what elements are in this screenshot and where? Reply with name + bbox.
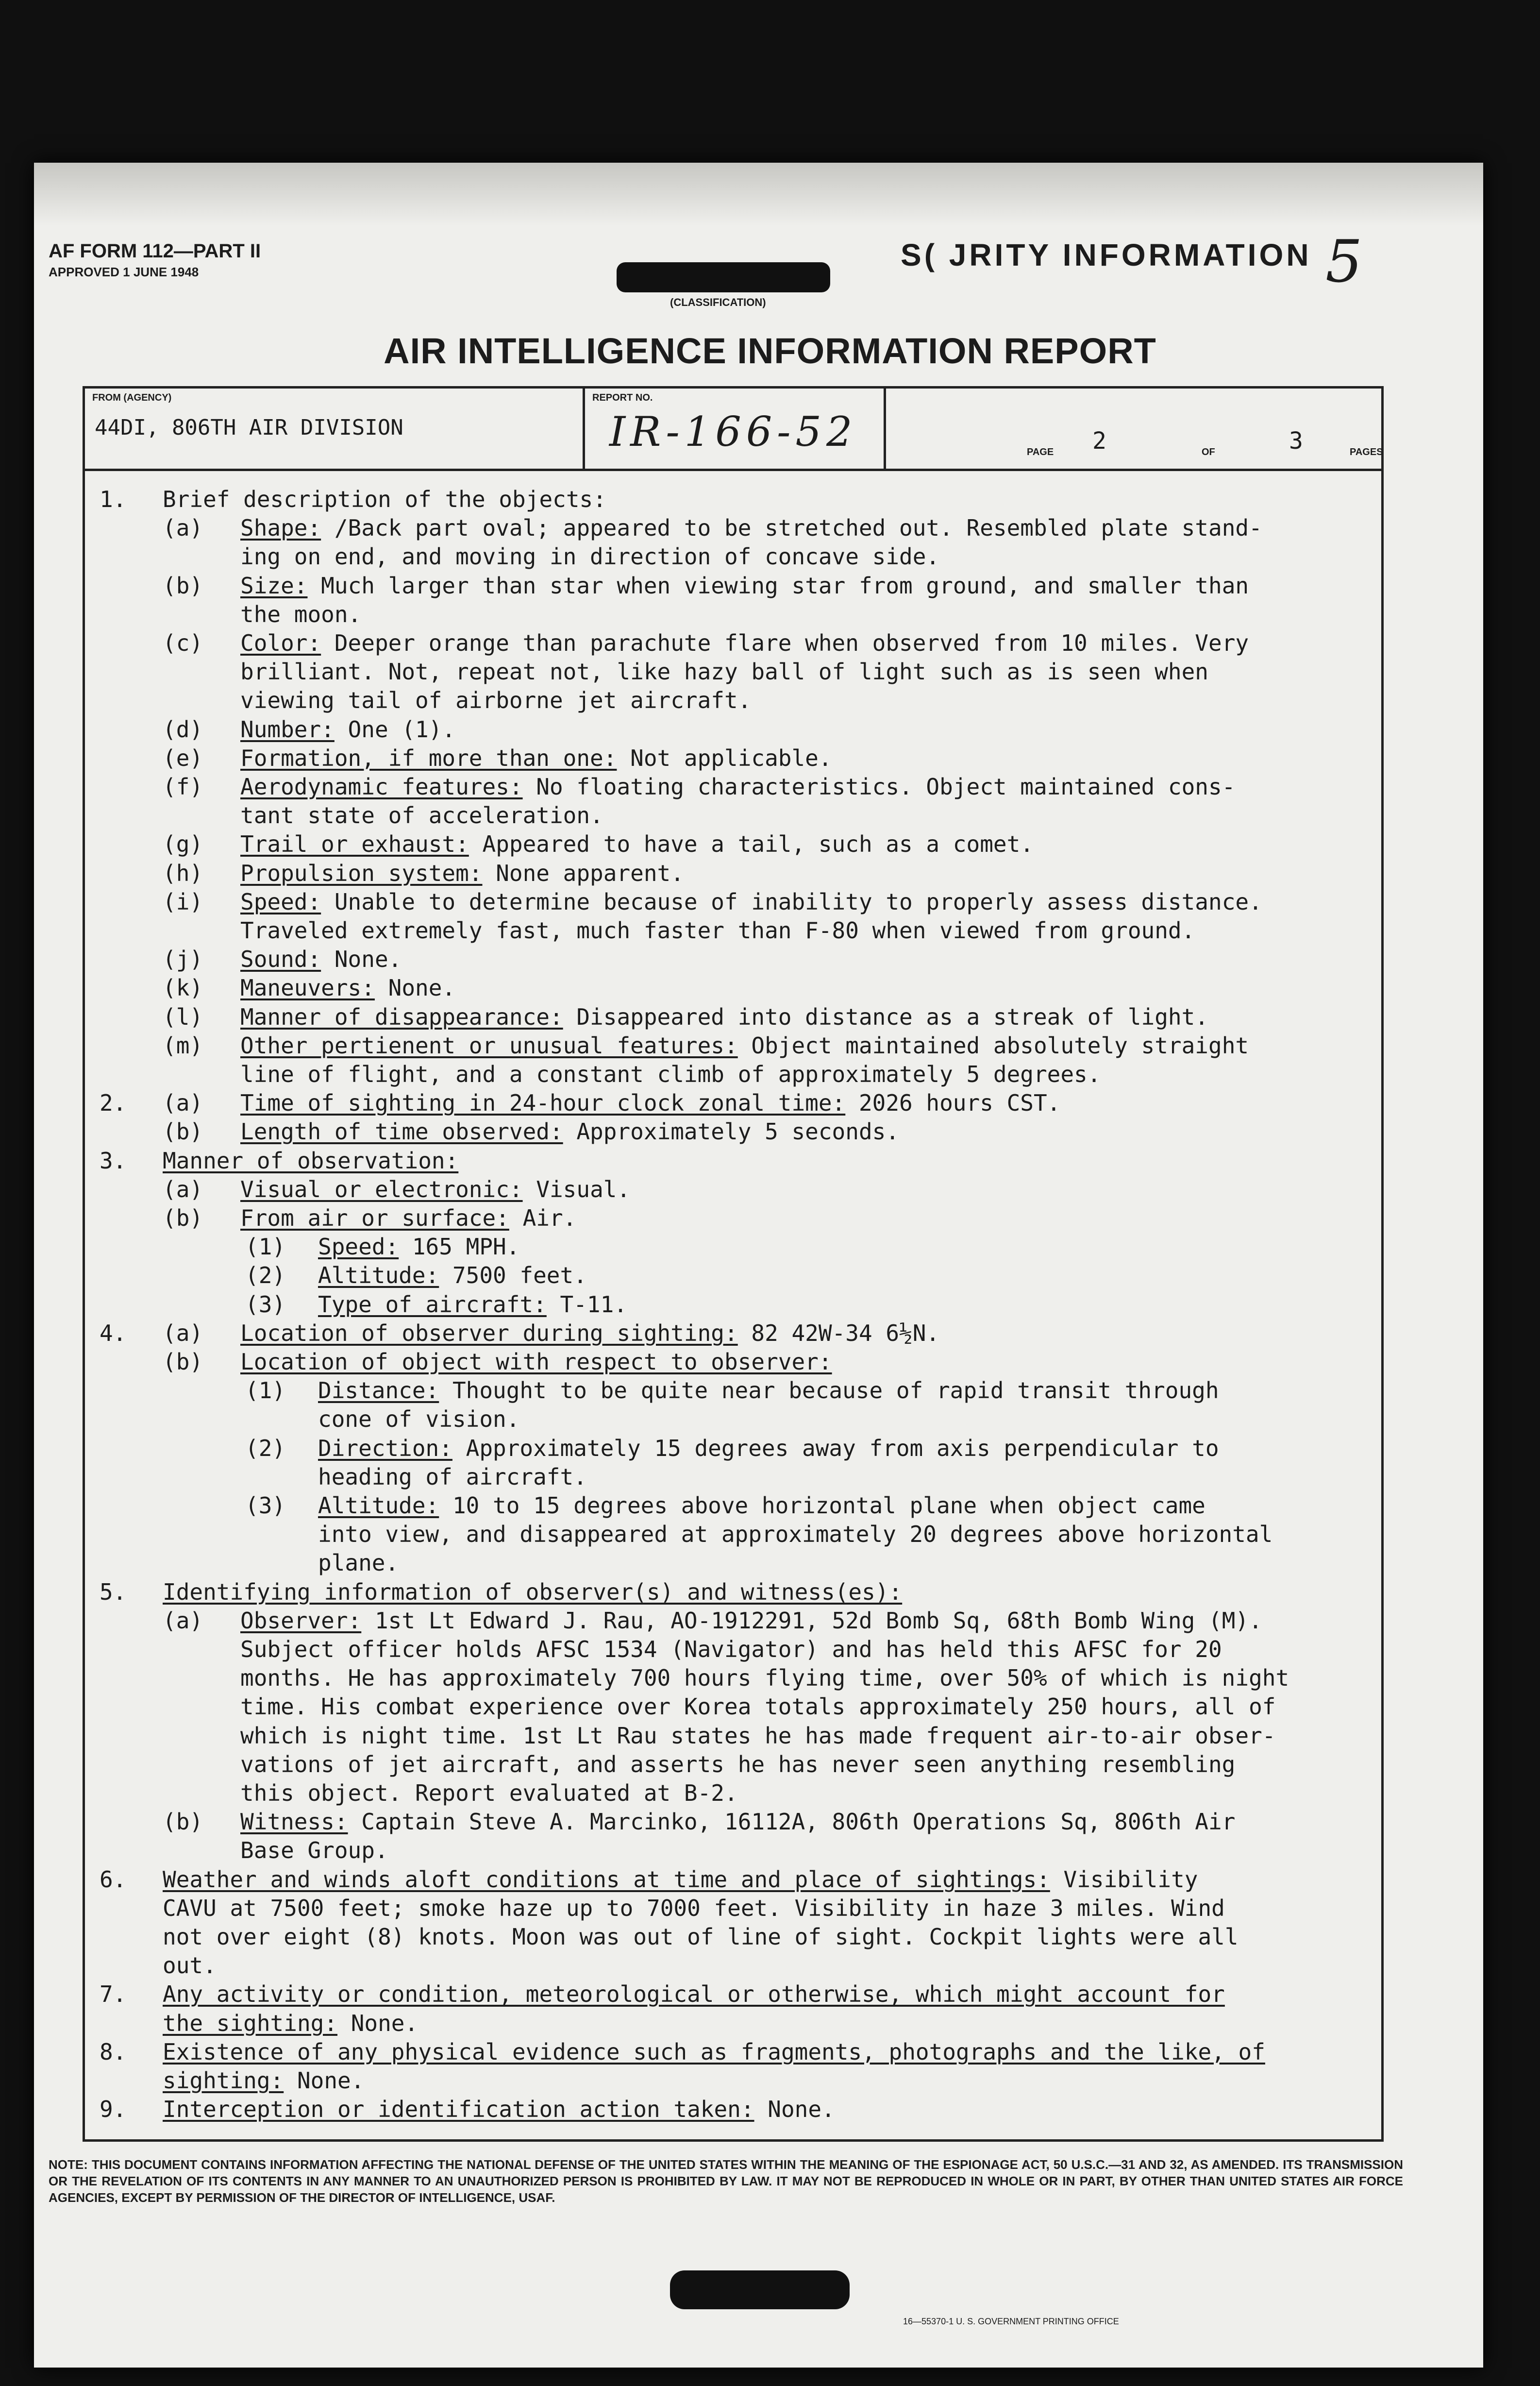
report-header-table [83, 386, 1384, 471]
sub-item-number: (2) [245, 1262, 286, 1289]
page-label: PAGE [1027, 447, 1054, 457]
field-heading: Size: [240, 572, 308, 599]
item-letter: (j) [163, 946, 203, 973]
line-content [240, 888, 1262, 915]
field-text: cone of vision. [318, 1406, 520, 1433]
report-number-label: REPORT NO. [592, 392, 653, 403]
pages-cell [886, 389, 1386, 469]
field-text: Approximately 5 seconds. [563, 1118, 900, 1145]
line-content [240, 1779, 738, 1807]
line-content [240, 860, 684, 887]
line-content [318, 1521, 1272, 1548]
field-text: Subject officer holds AFSC 1534 (Navigator) and has held this AFSC for 20 [240, 1636, 1222, 1662]
field-text: plane. [318, 1550, 399, 1576]
line-content [240, 687, 751, 714]
field-heading: Maneuvers: [240, 975, 375, 1001]
field-heading: Propulsion system: [240, 860, 483, 886]
field-text: None. [321, 946, 402, 973]
field-heading: the sighting: [163, 2010, 338, 2036]
line-content [318, 1463, 587, 1490]
field-text: CAVU at 7500 feet; smoke haze up to 7000 feet. Visibility in haze 3 miles. Wind [163, 1895, 1225, 1921]
report-title: AIR INTELLIGENCE INFORMATION REPORT [384, 331, 1156, 371]
field-heading: Type of aircraft: [318, 1291, 547, 1318]
line-content [240, 830, 1034, 858]
section-number: 2. [100, 1090, 127, 1117]
item-letter: (e) [163, 745, 203, 771]
line-content [318, 1233, 519, 1260]
section-number: 9. [100, 2096, 127, 2123]
section-number: 1. [100, 486, 127, 512]
line-content [318, 1377, 1219, 1404]
line-content [240, 1089, 1060, 1117]
line-content [240, 601, 361, 628]
field-text: Not applicable. [617, 745, 832, 771]
line-content [163, 1980, 1225, 2008]
line-content [163, 2010, 418, 2037]
line-content [163, 1923, 1239, 1950]
line-content [240, 543, 939, 570]
field-text: None. [374, 975, 456, 1001]
line-content [318, 1405, 519, 1433]
field-text: 10 to 15 degrees above horizontal plane when object came [439, 1492, 1205, 1519]
field-heading: Weather and winds aloft conditions at time and place of sightings: [163, 1866, 1050, 1893]
line-content [240, 1664, 1289, 1692]
line-content [240, 974, 455, 1001]
field-heading: Witness: [240, 1809, 348, 1835]
line-content [163, 1578, 902, 1606]
field-text: Deeper orange than parachute flare when observed from 10 miles. Very [321, 630, 1249, 656]
field-heading: Aerodynamic features: [240, 774, 523, 800]
line-content [240, 1607, 1262, 1634]
field-text: months. He has approximately 700 hours flying time, over 50% of which is night [240, 1665, 1289, 1692]
form-number: AF FORM 112—PART II [49, 240, 261, 262]
item-letter: (g) [163, 831, 203, 858]
line-content [163, 2038, 1265, 2065]
sub-item-number: (3) [245, 1492, 286, 1519]
field-text: line of flight, and a constant climb of approximately 5 degrees. [240, 1061, 1101, 1087]
line-content [163, 2067, 364, 2094]
field-text: the moon. [240, 601, 362, 627]
field-heading: Trail or exhaust: [240, 831, 469, 858]
line-content [318, 1549, 399, 1576]
field-heading: Speed: [240, 888, 321, 915]
report-number-cell [585, 389, 886, 469]
item-letter: (b) [163, 1205, 203, 1231]
field-text: Base Group. [240, 1837, 388, 1864]
redaction-bar-bottom [670, 2270, 850, 2309]
item-letter: (k) [163, 975, 203, 1001]
classification-label: (CLASSIFICATION) [670, 296, 766, 308]
field-text: into view, and disappeared at approximately 20 degrees above horizontal [318, 1521, 1273, 1548]
line-content [240, 1693, 1275, 1720]
field-text: 1st Lt Edward J. Rau, AO-1912291, 52d Bomb Sq, 68th Bomb Wing (M). [361, 1607, 1262, 1634]
field-text: tant state of acceleration. [240, 802, 603, 829]
field-text: None. [284, 2067, 365, 2094]
line-content [163, 1952, 217, 1979]
line-content [240, 917, 1195, 944]
field-text: Visibility [1050, 1866, 1198, 1893]
line-content [240, 1808, 1235, 1835]
item-letter: (b) [163, 1349, 203, 1375]
field-text: Object maintained absolutely straight [737, 1032, 1249, 1059]
field-heading: Number: [240, 716, 335, 743]
field-heading: Distance: [318, 1377, 439, 1404]
field-heading: Other pertienent or unusual features: [240, 1032, 738, 1059]
line-content [240, 1204, 576, 1232]
section-number: 7. [100, 1981, 127, 2008]
section-number: 3. [100, 1147, 127, 1174]
page-total: 3 [1289, 427, 1303, 455]
field-text: One (1). [334, 716, 456, 743]
field-text: Appeared to have a tail, such as a comet. [469, 831, 1034, 858]
security-classification: S( JRITY INFORMATION [901, 237, 1312, 272]
section-number: 8. [100, 2038, 127, 2065]
field-heading: sighting: [163, 2067, 284, 2094]
sub-item-number: (3) [245, 1291, 286, 1318]
item-letter: (c) [163, 630, 203, 656]
field-heading: Interception or identification action taken: [163, 2096, 754, 2123]
item-letter: (a) [163, 1090, 203, 1117]
item-letter: (f) [163, 774, 203, 800]
field-text: time. His combat experience over Korea totals approximately 250 hours, all of [240, 1693, 1276, 1720]
sub-item-number: (2) [245, 1435, 286, 1461]
section-number: 4. [100, 1320, 127, 1346]
field-text: heading of aircraft. [318, 1463, 587, 1490]
field-heading: Shape: [240, 515, 321, 542]
field-text: brilliant. Not, repeat not, like hazy ball of light such as is seen when [240, 659, 1208, 685]
field-heading: Identifying information of observer(s) and witness(es): [163, 1578, 903, 1605]
field-text: Visual. [522, 1176, 631, 1202]
field-heading: Observer: [240, 1607, 362, 1634]
field-heading: Manner of observation: [163, 1147, 459, 1174]
field-heading: Existence of any physical evidence such as fragments, photographs and the like, of [163, 2038, 1265, 2065]
line-content [240, 745, 832, 772]
item-letter: (d) [163, 716, 203, 743]
line-content [318, 1291, 627, 1318]
field-heading: Altitude: [318, 1262, 439, 1289]
field-text: viewing tail of airborne jet aircraft. [240, 687, 752, 714]
field-text: Captain Steve A. Marcinko, 16112A, 806th Operations Sq, 806th Air [348, 1809, 1236, 1835]
field-text: vations of jet aircraft, and asserts he has never seen anything resembling [240, 1751, 1236, 1777]
field-heading: Formation, if more than one: [240, 745, 617, 771]
field-text: Approximately 15 degrees away from axis perpendicular to [452, 1435, 1219, 1461]
page-current: 2 [1092, 427, 1106, 455]
field-heading: Time of sighting in 24-hour clock zonal time: [240, 1090, 846, 1117]
field-text: 7500 feet. [439, 1262, 587, 1289]
field-text: ing on end, and moving in direction of concave side. [240, 543, 940, 570]
item-letter: (b) [163, 1118, 203, 1145]
field-heading: Length of time observed: [240, 1118, 563, 1145]
line-content [163, 1147, 458, 1174]
line-content [240, 716, 455, 743]
field-heading: From air or surface: [240, 1205, 509, 1231]
line-content [240, 658, 1208, 685]
field-text: Brief description of the objects: [163, 486, 606, 512]
field-text: T-11. [546, 1291, 627, 1318]
line-content [318, 1492, 1205, 1519]
espionage-act-notice: NOTE: THIS DOCUMENT CONTAINS INFORMATION AFFECTING THE NATIONAL DEFENSE OF THE UNITED STATES WITHIN THE MEANING OF THE ESPIONAGE ACT, 50 U.S.C.—31 AND 32, AS AMENDED. ITS TRANSMISSION OR THE REVELATION OF ITS CONTENTS IN ANY MANNER TO AN UNAUTHORIZED PERSON IS PROHIBITED BY LAW. IT MAY NOT BE REPRODUCED IN WHOLE OR IN PART, BY OTHER THAN UNITED STATES AIR FORCE AGENCIES, EXCEPT BY PERMISSION OF THE DIRECTOR OF INTELLIGENCE, USAF. [49, 2157, 1403, 2205]
field-text: None apparent. [482, 860, 684, 886]
field-text: which is night time. 1st Lt Rau states he has made frequent air-to-air obser- [240, 1722, 1276, 1749]
line-content [240, 1722, 1275, 1749]
field-text: out. [163, 1952, 217, 1979]
line-content [240, 1003, 1208, 1031]
of-label: OF [1202, 447, 1215, 457]
line-content [240, 1837, 388, 1864]
line-content [240, 1176, 630, 1203]
field-text: /Back part oval; appeared to be stretched out. Resembled plate stand- [321, 515, 1262, 542]
field-text: not over eight (8) knots. Moon was out of line of sight. Cockpit lights were all [163, 1924, 1239, 1950]
line-content [240, 1118, 899, 1145]
field-text: Disappeared into distance as a streak of light. [563, 1003, 1208, 1030]
line-content [240, 802, 603, 829]
field-text: 2026 hours CST. [845, 1090, 1061, 1117]
field-heading: Direction: [318, 1435, 452, 1461]
sub-item-number: (1) [245, 1234, 286, 1260]
item-letter: (a) [163, 1176, 203, 1202]
field-heading: Any activity or condition, meteorological or otherwise, which might account for [163, 1981, 1225, 2008]
field-heading: Speed: [318, 1234, 399, 1260]
item-letter: (l) [163, 1003, 203, 1030]
print-number: 16—55370-1 U. S. GOVERNMENT PRINTING OFFICE [903, 2317, 1119, 2326]
item-letter: (b) [163, 1809, 203, 1835]
form-approval-date: APPROVED 1 JUNE 1948 [49, 265, 199, 279]
field-heading: Visual or electronic: [240, 1176, 523, 1202]
pages-label: PAGES [1350, 447, 1383, 457]
line-content [240, 629, 1249, 657]
field-text: this object. Report evaluated at B-2. [240, 1780, 738, 1806]
line-content [240, 514, 1262, 542]
section-number: 5. [100, 1578, 127, 1605]
line-content [163, 486, 606, 513]
section-number: 6. [100, 1866, 127, 1893]
from-agency-label: FROM (AGENCY) [92, 392, 172, 403]
item-letter: (h) [163, 860, 203, 886]
line-content [240, 946, 402, 973]
field-text: 82 42W-34 6½N. [737, 1320, 940, 1346]
field-heading: Altitude: [318, 1492, 439, 1519]
from-agency-value: 44DI, 806TH AIR DIVISION [95, 415, 403, 440]
field-text: Unable to determine because of inability to properly assess distance. [321, 888, 1262, 915]
item-letter: (a) [163, 1607, 203, 1634]
handwritten-page-mark: 5 [1325, 228, 1363, 296]
field-heading: Manner of disappearance: [240, 1003, 563, 1030]
line-content [240, 1032, 1249, 1059]
field-text: Thought to be quite near because of rapid transit through [439, 1377, 1219, 1404]
line-content [163, 1866, 1198, 1893]
line-content [240, 1061, 1101, 1088]
line-content [163, 2096, 835, 2123]
field-heading: Location of observer during sighting: [240, 1320, 738, 1346]
line-content [240, 1751, 1235, 1778]
report-number-value: IR-166-52 [609, 408, 857, 456]
field-text: No floating characteristics. Object maintained cons- [522, 774, 1236, 800]
field-heading: Color: [240, 630, 321, 656]
line-content [240, 773, 1235, 800]
item-letter: (a) [163, 1320, 203, 1346]
sub-item-number: (1) [245, 1377, 286, 1404]
line-content [240, 1320, 939, 1347]
item-letter: (m) [163, 1032, 203, 1059]
line-content [163, 1895, 1225, 1922]
line-content [318, 1262, 587, 1289]
redaction-bar-top [617, 262, 830, 292]
field-text: 165 MPH. [399, 1234, 520, 1260]
item-letter: (a) [163, 515, 203, 542]
line-content [318, 1435, 1219, 1462]
field-heading: Sound: [240, 946, 321, 973]
item-letter: (i) [163, 888, 203, 915]
field-text: None. [337, 2010, 418, 2036]
line-content [240, 1348, 832, 1375]
field-text: Much larger than star when viewing star from ground, and smaller than [307, 572, 1249, 599]
field-text: Traveled extremely fast, much faster than F-80 when viewed from ground. [240, 917, 1195, 944]
field-heading: Location of object with respect to observer: [240, 1349, 832, 1375]
line-content [240, 1636, 1222, 1663]
line-content [240, 572, 1249, 599]
field-text: None. [754, 2096, 835, 2123]
field-text: Air. [509, 1205, 577, 1231]
item-letter: (b) [163, 572, 203, 599]
from-agency-cell [85, 389, 585, 469]
